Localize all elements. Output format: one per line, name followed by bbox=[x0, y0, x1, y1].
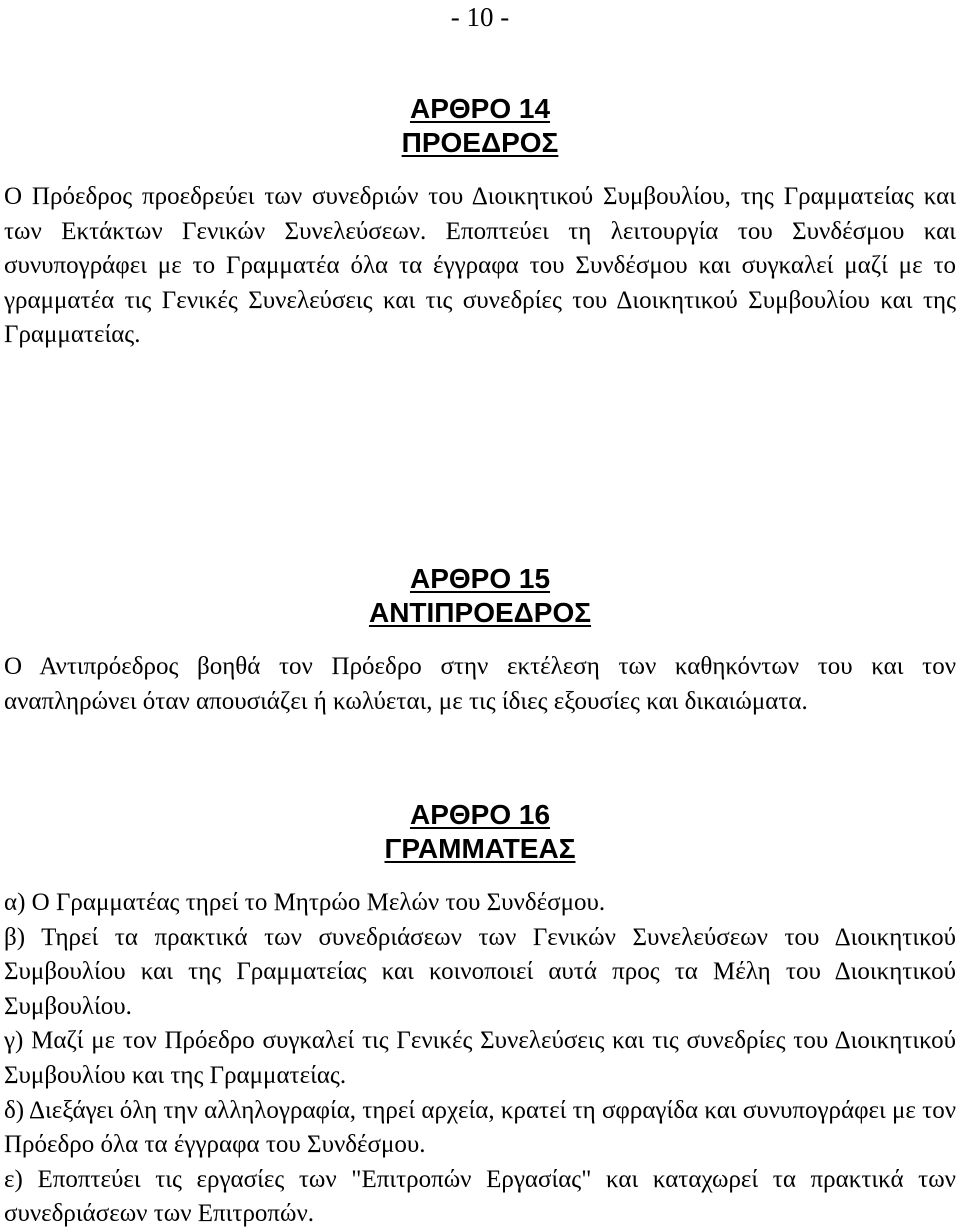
article-text: Ο Πρόεδρος προεδρεύει των συνεδριών του Διοικητικού Συμβουλίου, της Γραμματείας και των Εκτάκτων Γενικών Συνελεύσεων. Εποπτεύει τη λειτουργία του Συνδέσμου και συνυπογράφει με το Γραμματέα όλα τα έγγραφα του Συνδέσμου και συγκαλεί μαζί με το γραμματέα τις Γενικές Συνελεύσεις και τις συνεδρίες του Διοικητικού Συμβουλίου και της Γραμματείας. bbox=[4, 183, 956, 349]
article-title: ΑΡΘΡΟ 15 bbox=[409, 563, 551, 594]
article-15 bbox=[0, 562, 960, 719]
article-heading bbox=[0, 92, 960, 160]
article-subtitle: ΠΡΟΕΔΡΟΣ bbox=[401, 127, 559, 158]
list-item: β) Τηρεί τα πρακτικά των συνεδριάσεων των Γενικών Συνελεύσεων του Διοικητικού Συμβουλίου και της Γραμματείας και κοινοποιεί αυτά προς τα Μέλη του Διοικητικού Συμβουλίου. bbox=[4, 923, 956, 1020]
page-number: - 10 - bbox=[450, 2, 510, 32]
article-heading bbox=[0, 562, 960, 630]
article-subtitle: ΑΝΤΙΠΡΟΕΔΡΟΣ bbox=[368, 597, 592, 628]
article-title: ΑΡΘΡΟ 16 bbox=[409, 799, 551, 830]
article-14 bbox=[0, 92, 960, 353]
list-item: α) Ο Γραμματέας τηρεί το Μητρώο Μελών του Συνδέσμου. bbox=[4, 889, 606, 916]
list-item: ε) Εποπτεύει τις εργασίες των "Επιτροπών Εργασίας" και καταχωρεί τα πρακτικά των συνεδριάσεων των Επιτροπών. bbox=[4, 1165, 956, 1228]
article-subtitle: ΓΡΑΜΜΑΤΕΑΣ bbox=[384, 833, 576, 864]
article-16 bbox=[0, 798, 960, 1232]
article-text: Ο Αντιπρόεδρος βοηθά τον Πρόεδρο στην εκτέλεση των καθηκόντων του και τον αναπληρώνει όταν απουσιάζει ή κωλύεται, με τις ίδιες εξουσίες και δικαιώματα. bbox=[4, 653, 956, 715]
duties-list bbox=[0, 886, 960, 1232]
list-item: γ) Μαζί με τον Πρόεδρο συγκαλεί τις Γενικές Συνελεύσεις και τις συνεδρίες του Διοικητικού Συμβουλίου και της Γραμματείας. bbox=[4, 1027, 956, 1089]
article-title: ΑΡΘΡΟ 14 bbox=[409, 93, 551, 124]
list-item: δ) Διεξάγει όλη την αλληλογραφία, τηρεί αρχεία, κρατεί τη σφραγίδα και συνυπογράφει με τον Πρόεδρο όλα τα έγγραφα του Συνδέσμου. bbox=[4, 1096, 956, 1159]
article-heading bbox=[0, 798, 960, 866]
